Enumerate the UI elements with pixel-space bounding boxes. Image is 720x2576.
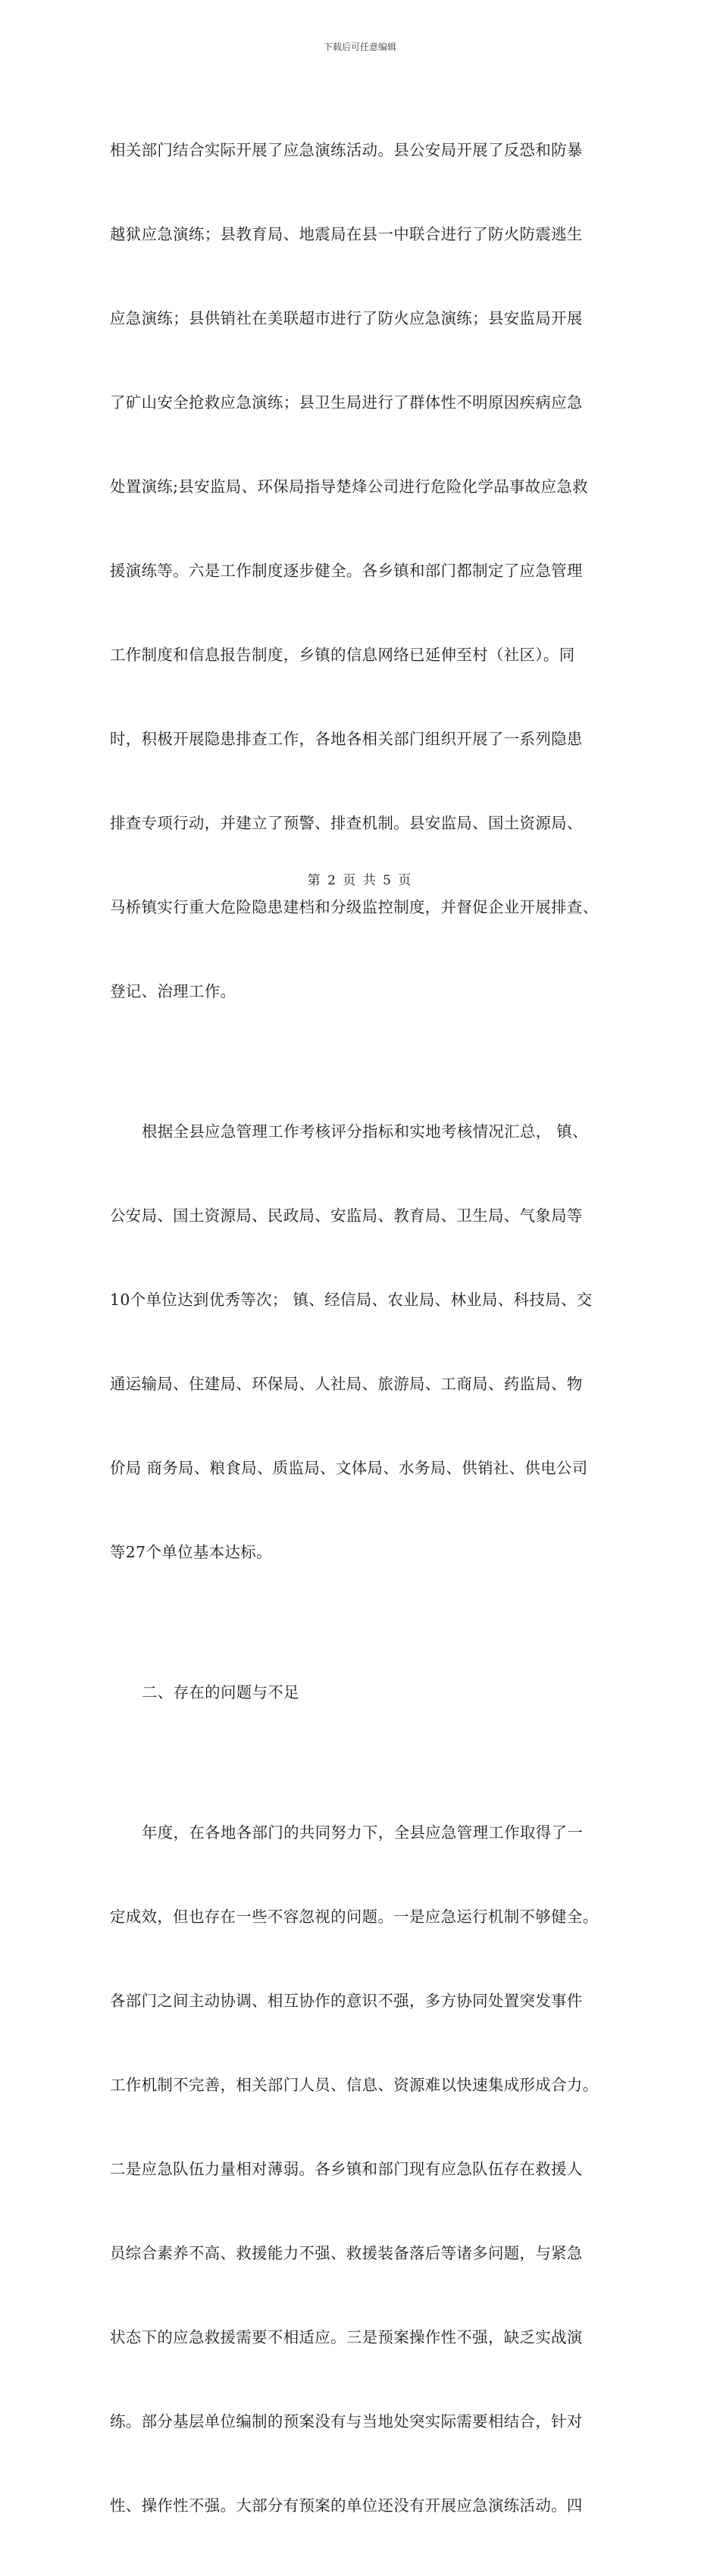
text-line: 登记、治理工作。 — [110, 982, 236, 1000]
text-line: 价局 商务局、粮食局、质监局、文体局、水务局、供销社、供电公司 — [110, 1459, 588, 1477]
paragraph-2 — [110, 1062, 610, 1623]
text-line: 公安局、国土资源局、民政局、安监局、教育局、卫生局、气象局等 — [110, 1207, 583, 1225]
text-line: 工作机制不完善，相关部门人员、信息、资源难以快速集成形成合力。 — [110, 2076, 599, 2094]
text-line: 了矿山安全抢救应急演练；县卫生局进行了群体性不明原因疾病应急 — [110, 393, 583, 412]
text-line: 越狱应急演练；县教育局、地震局在县一中联合进行了防火防震逃生 — [110, 225, 583, 243]
page-number: 第 2 页 共 5 页 — [307, 873, 413, 888]
text-line: 10个单位达到优秀等次； 镇、经信局、农业局、林业局、科技局、交 — [110, 1291, 593, 1309]
text-line: 通运输局、住建局、环保局、人社局、旅游局、工商局、药监局、物 — [110, 1375, 583, 1393]
paragraph-3 — [110, 1763, 610, 2576]
header-note: 下载后可任意编辑 — [323, 42, 396, 52]
text-line: 定成效，但也存在一些不容忽视的问题。一是应急运行机制不够健全。 — [110, 1908, 599, 1926]
text-line: 性、操作性不强。大部分有预案的单位还没有开展应急演练活动。四 — [110, 2496, 583, 2515]
text-line: 各部门之间主动协调、相互协作的意识不强，多方协同处置突发事件 — [110, 1992, 583, 2010]
text-line: 援演练等。六是工作制度逐步健全。各乡镇和部门都制定了应急管理 — [110, 562, 583, 580]
paragraph-1 — [110, 80, 610, 1062]
text-line: 根据全县应急管理工作考核评分指标和实地考核情况汇总， 镇、 — [142, 1122, 589, 1141]
text-line: 状态下的应急救援需要不相适应。三是预案操作性不强，缺乏实战演 — [110, 2328, 583, 2346]
text-line: 排查专项行动，并建立了预警、排查机制。县安监局、国土资源局、 — [110, 814, 583, 832]
text-line: 马桥镇实行重大危险隐患建档和分级监控制度，并督促企业开展排查、 — [110, 898, 599, 916]
text-line: 等27个单位基本达标。 — [110, 1543, 272, 1561]
text-line: 相关部门结合实际开展了应急演练活动。县公安局开展了反恐和防暴 — [110, 141, 583, 159]
heading-line: 二、存在的问题与不足 — [142, 1683, 299, 1701]
section-heading — [110, 1623, 610, 1763]
document-body — [110, 80, 610, 2576]
text-line: 练。部分基层单位编制的预案没有与当地处突实际需要相结合，针对 — [110, 2412, 583, 2430]
text-line: 员综合素养不高、救援能力不强、救援装备落后等诸多问题，与紧急 — [110, 2244, 583, 2262]
text-line: 处置演练;县安监局、环保局指导楚烽公司进行危险化学品事故应急救 — [110, 477, 588, 496]
text-line: 时，积极开展隐患排查工作，各地各相关部门组织开展了一系列隐患 — [110, 730, 583, 748]
text-line: 年度，在各地各部门的共同努力下，全县应急管理工作取得了一 — [142, 1823, 584, 1842]
text-line: 工作制度和信息报告制度，乡镇的信息网络已延伸至村（社区）。同 — [110, 646, 575, 664]
text-line: 二是应急队伍力量相对薄弱。各乡镇和部门现有应急队伍存在救援人 — [110, 2160, 583, 2178]
text-line: 应急演练；县供销社在美联超市进行了防火应急演练；县安监局开展 — [110, 309, 583, 327]
